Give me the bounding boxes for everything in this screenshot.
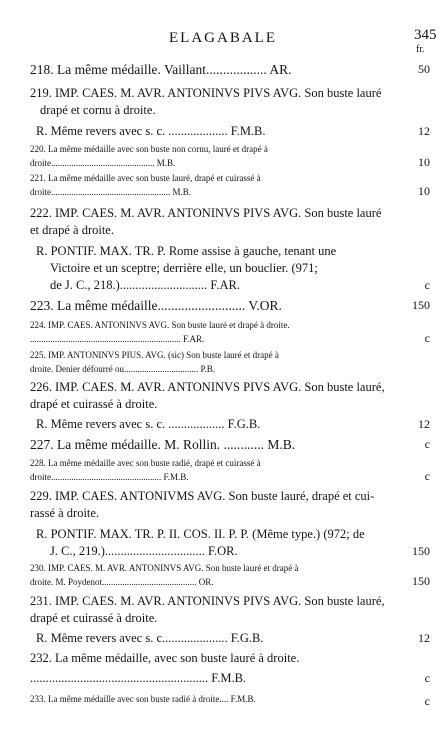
- entry-line: ......................................................... F.M.B.: [30, 671, 247, 685]
- page-header-title: ELAGABALE: [169, 30, 277, 46]
- entry-line: R. Même revers avec s. c. ................... F.M.B.: [36, 124, 266, 138]
- entry-line: ................................................................... F.AR.: [30, 334, 205, 344]
- entry-line: 224. IMP. CAES. ANTONINVS AVG. Son buste lauré et drapé à droite.: [30, 320, 290, 330]
- entry-line: J. C., 219.)................................ F.OR.: [50, 544, 238, 558]
- entry-line: et drapé à droite.: [30, 223, 114, 237]
- entry-line: de J. C., 218.)............................ F.AR.: [50, 278, 240, 292]
- entry-line: droite..................................................... M.B.: [30, 187, 191, 197]
- entry-line: droite. M. Poydenot.......................................... OR.: [30, 577, 214, 587]
- entry-line: 230. IMP. CAES. M. AVR. ANTONINVS AVG. Son buste lauré et drapé à: [30, 563, 299, 573]
- entry-line: droite................................................. F.M.B.: [30, 472, 189, 482]
- price-value: 12: [418, 631, 430, 645]
- price-value: 12: [418, 417, 430, 431]
- entry-line: 219. IMP. CAES. M. AVR. ANTONINVS PIVS AVG. Son buste lauré: [30, 86, 382, 100]
- entry-line: 223. La même médaille.......................... V.OR.: [30, 298, 282, 313]
- price-value: c: [424, 331, 430, 345]
- price-value: 50: [418, 62, 430, 76]
- entry-line: 227. La même médaille. M. Rollin. ............ M.B.: [30, 437, 296, 452]
- price-value: 150: [412, 574, 430, 588]
- entry-line: R. PONTIF. MAX. TR. P. II. COS. II. P. P. (Même type.) (972; de: [36, 527, 365, 541]
- entry-line: droite.............................................. M.B.: [30, 158, 176, 168]
- entry-line: drapé et cornu à droite.: [40, 103, 156, 117]
- entry-line: 221. La même médaille avec son buste lauré, drapé et cuirassé à: [30, 173, 261, 183]
- price-value: c: [424, 469, 430, 483]
- price-value: 150: [412, 298, 430, 312]
- price-value: 150: [412, 544, 430, 558]
- entry-line: 232. La même médaille, avec son buste lauré à droite.: [30, 651, 300, 665]
- column-unit-label: fr.: [416, 44, 425, 55]
- price-value: 10: [418, 155, 430, 169]
- entry-line: 226. IMP. CAES. M. AVR. ANTONINVS PIVS AVG. Son buste lauré,: [30, 380, 385, 394]
- entry-line: R. PONTIF. MAX. TR. P. Rome assise à gauche, tenant une: [36, 244, 337, 258]
- entry-line: 229. IMP. CAES. ANTONIVMS AVG. Son buste lauré, drapé et cui-: [30, 489, 375, 503]
- entry-line: 231. IMP. CAES. M. AVR. ANTONINVS PIVS AVG. Son buste lauré,: [30, 594, 385, 608]
- entry-line: drapé et cuirassé à droite.: [30, 611, 158, 625]
- entry-line: 220. La même médaille avec son buste non cornu, lauré et drapé à: [30, 144, 268, 154]
- entry-line: R. Même revers avec s. c. .................. F.G.B.: [36, 417, 261, 431]
- entry-line: droite. Denier défourré ou................................. P.B.: [30, 364, 215, 374]
- entry-line: 228. La même médaille avec son buste radié, drapé et cuirassé à: [30, 458, 261, 468]
- price-value: c: [424, 278, 430, 292]
- price-value: c: [424, 694, 430, 708]
- price-value: 10: [418, 184, 430, 198]
- entry-line: 218. La même médaille. Vaillant.................. AR.: [30, 62, 292, 77]
- entry-line: R. Même revers avec s. c..................... F.G.B.: [36, 631, 264, 645]
- entry-line: 225. IMP. ANTONINVS PIUS. AVG. (sic) Son buste lauré et drapé à: [30, 350, 279, 360]
- entry-line: 233. La même médaille avec son buste radié à droite.... F.M.B.: [30, 694, 256, 704]
- entry-line: rassé à droite.: [30, 506, 100, 520]
- entry-line: drapé et cuirassé à droite.: [30, 397, 158, 411]
- price-value: c: [424, 437, 430, 451]
- price-value: c: [424, 671, 430, 685]
- price-value: 12: [418, 124, 430, 138]
- page-number: 345: [414, 27, 437, 43]
- entry-line: 222. IMP. CAES. M. AVR. ANTONINVS PIVS AVG. Son buste lauré: [30, 206, 382, 220]
- entry-line: Victoire et un sceptre; derrière elle, un bouclier. (971;: [50, 261, 318, 275]
